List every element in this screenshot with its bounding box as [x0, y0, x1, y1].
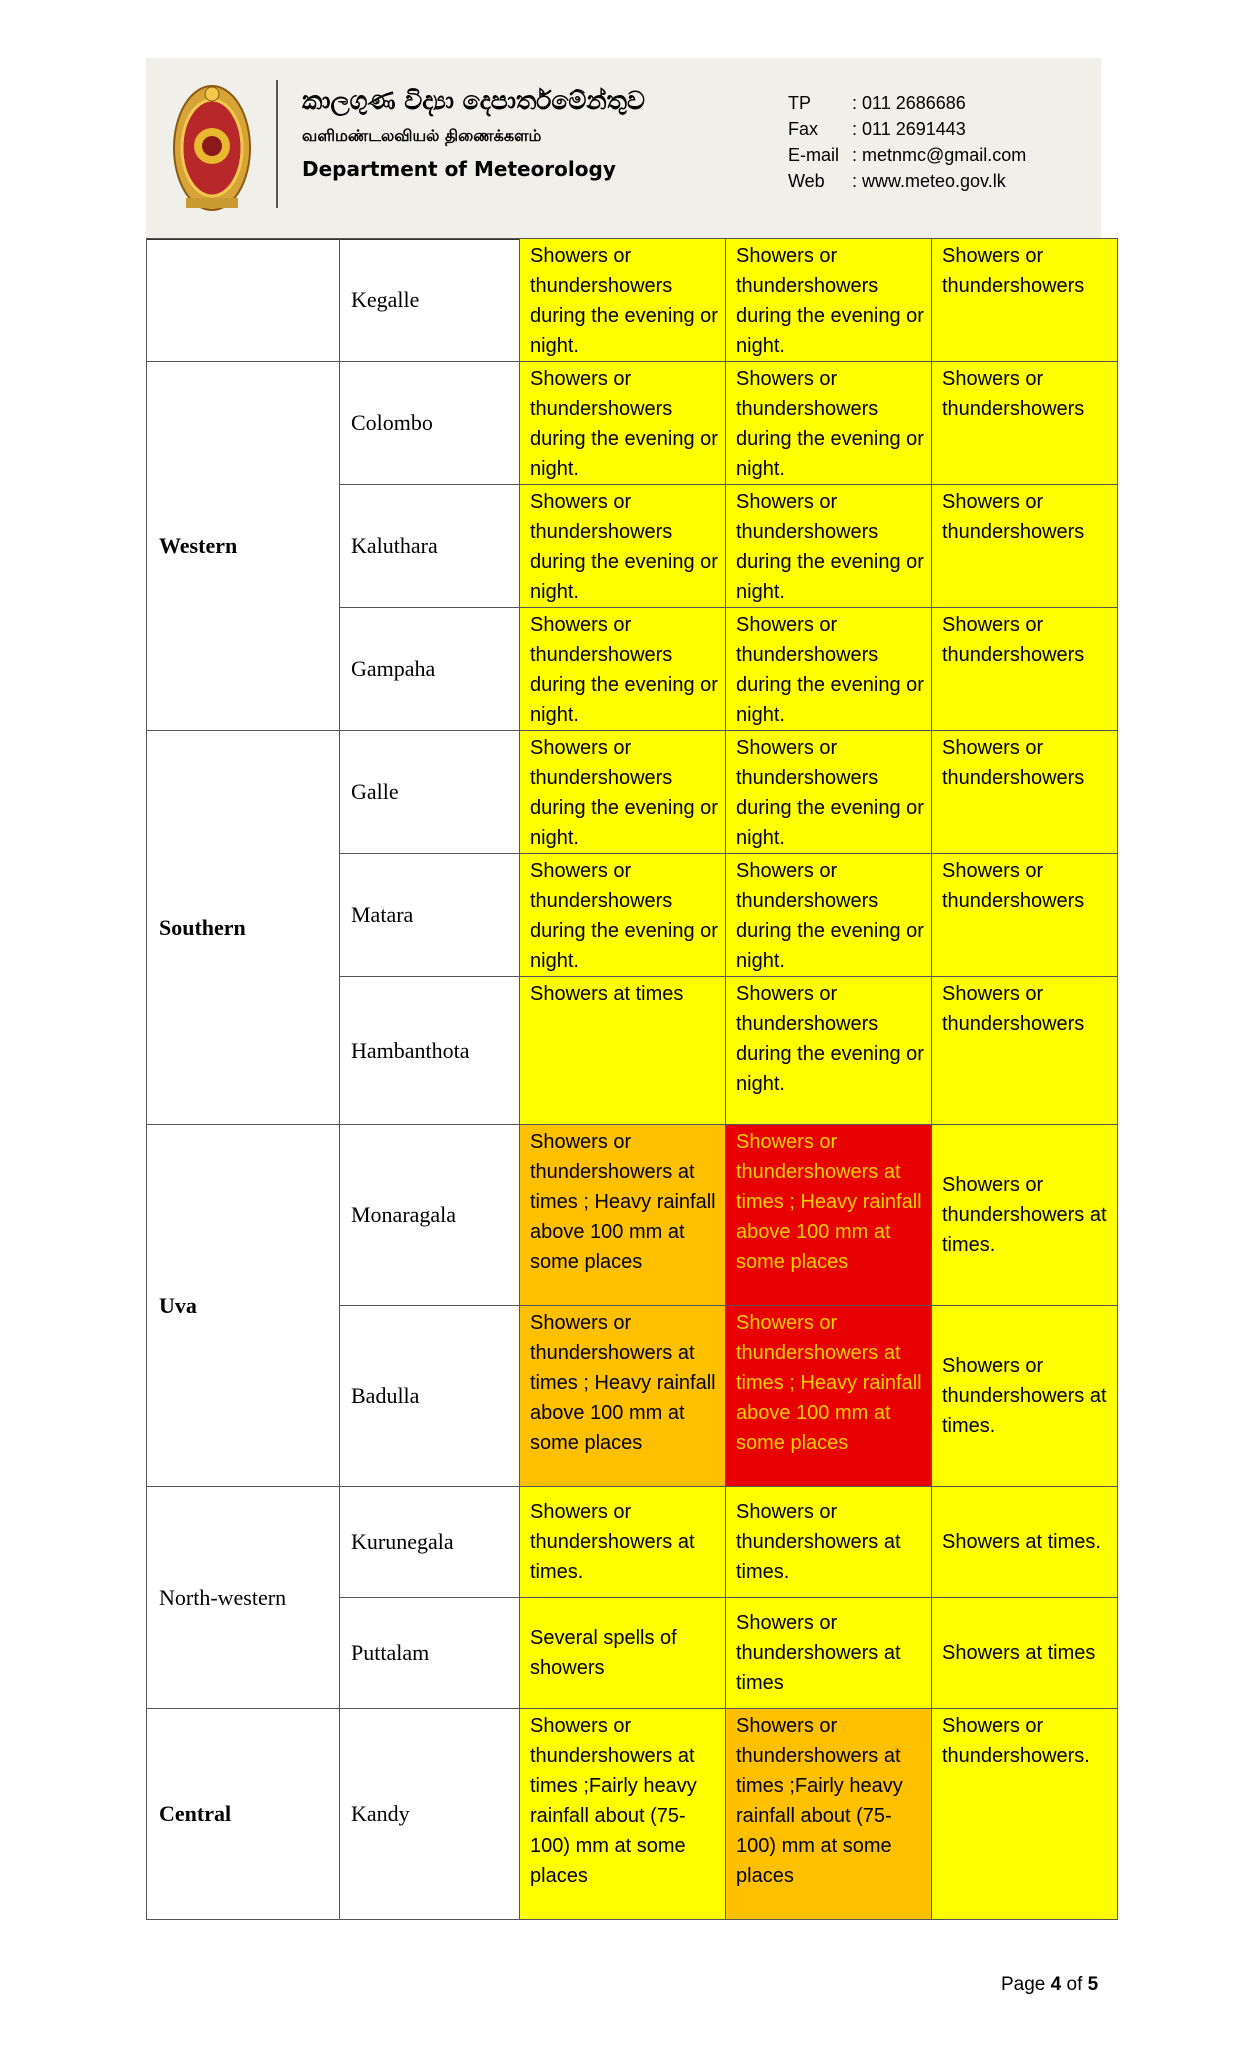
forecast-cell: Showers or thundershowers — [932, 485, 1118, 608]
district-cell: Puttalam — [340, 1598, 520, 1709]
forecast-cell: Showers or thundershowers during the evening or night. — [726, 731, 932, 854]
forecast-cell: Showers or thundershowers during the evening or night. — [726, 362, 932, 485]
forecast-cell: Showers or thundershowers during the evening or night. — [520, 362, 726, 485]
page-current: 4 — [1050, 1974, 1062, 1995]
contact-label: TP — [788, 93, 812, 113]
forecast-cell: Showers at times — [932, 1598, 1118, 1709]
contact-value: : metnmc@gmail.com — [852, 145, 1027, 165]
table-row — [147, 1125, 1118, 1306]
forecast-cell: Showers or thundershowers during the evening or night. — [520, 485, 726, 608]
forecast-cell: Showers or thundershowers at times. — [726, 1487, 932, 1598]
forecast-cell: Showers or thundershowers — [932, 731, 1118, 854]
district-cell: Galle — [340, 731, 520, 854]
district-cell: Badulla — [340, 1306, 520, 1487]
header-divider — [276, 80, 278, 208]
forecast-cell: Showers or thundershowers at times ;Fairly heavy rainfall about (75- 100) mm at some places — [520, 1709, 726, 1920]
title-tamil: வளிமண்டலவியல் திணைக்களம் — [302, 126, 542, 145]
forecast-cell: Showers or thundershowers during the evening or night. — [520, 608, 726, 731]
title-english: Department of Meteorology — [302, 157, 616, 181]
forecast-cell: Showers or thundershowers at times ;Fairly heavy rainfall about (75- 100) mm at some places — [726, 1709, 932, 1920]
province-cell: Uva — [147, 1125, 340, 1487]
forecast-cell: Showers or thundershowers during the evening or night. — [520, 239, 726, 362]
forecast-cell: Showers or thundershowers at times — [726, 1598, 932, 1709]
district-cell: Colombo — [340, 362, 520, 485]
table-row — [147, 239, 1118, 362]
page-word: Page — [1001, 1974, 1046, 1995]
forecast-cell: Showers or thundershowers — [932, 977, 1118, 1125]
district-cell: Hambanthota — [340, 977, 520, 1125]
forecast-table — [146, 238, 1118, 1920]
page-number — [1001, 1974, 1098, 1996]
province-cell: Central — [147, 1709, 340, 1920]
forecast-cell: Showers or thundershowers during the evening or night. — [726, 977, 932, 1125]
forecast-cell: Showers or thundershowers at times ; Heavy rainfall above 100 mm at some places — [520, 1125, 726, 1306]
forecast-cell: Showers or thundershowers during the evening or night. — [726, 485, 932, 608]
district-cell: Kegalle — [340, 239, 520, 362]
district-cell: Kurunegala — [340, 1487, 520, 1598]
forecast-cell: Showers or thundershowers during the evening or night. — [726, 854, 932, 977]
contact-label: Web — [788, 171, 825, 191]
forecast-cell: Showers or thundershowers at times. — [932, 1306, 1118, 1487]
forecast-cell: Showers or thundershowers during the evening or night. — [520, 854, 726, 977]
table-row — [147, 1709, 1118, 1920]
district-cell: Monaragala — [340, 1125, 520, 1306]
forecast-cell: Showers or thundershowers — [932, 608, 1118, 731]
forecast-cell: Showers at times — [520, 977, 726, 1125]
contact-value: : www.meteo.gov.lk — [852, 171, 1006, 191]
letterhead — [146, 58, 1101, 240]
forecast-cell: Showers or thundershowers during the evening or night. — [726, 239, 932, 362]
district-cell: Gampaha — [340, 608, 520, 731]
province-cell: Western — [147, 362, 340, 731]
contact-label: E-mail — [788, 145, 840, 165]
forecast-cell: Showers or thundershowers — [932, 854, 1118, 977]
forecast-cell: Showers or thundershowers — [932, 239, 1118, 362]
forecast-cell: Showers or thundershowers during the evening or night. — [520, 731, 726, 854]
forecast-cell: Showers or thundershowers at times ; Heavy rainfall above 100 mm at some places — [520, 1306, 726, 1487]
page-total: 5 — [1087, 1974, 1099, 1995]
province-cell: North-western — [147, 1487, 340, 1709]
district-cell: Kaluthara — [340, 485, 520, 608]
forecast-cell: Showers or thundershowers at times. — [520, 1487, 726, 1598]
district-cell: Matara — [340, 854, 520, 977]
forecast-cell: Showers or thundershowers at times ; Heavy rainfall above 100 mm at some places — [726, 1306, 932, 1487]
forecast-cell: Showers or thundershowers at times ; Heavy rainfall above 100 mm at some places — [726, 1125, 932, 1306]
contact-value: : 011 2686686 — [852, 93, 966, 113]
table-row — [147, 362, 1118, 485]
contact-details — [788, 90, 1026, 194]
forecast-cell: Showers at times. — [932, 1487, 1118, 1598]
province-cell: Southern — [147, 731, 340, 1125]
forecast-cell: Showers or thundershowers. — [932, 1709, 1118, 1920]
table-row — [147, 1487, 1118, 1598]
title-sinhala: කාලගුණ විද්‍යා දෙපාර්තමේන්තුව — [302, 86, 645, 115]
forecast-cell: Showers or thundershowers during the evening or night. — [726, 608, 932, 731]
forecast-cell: Showers or thundershowers — [932, 362, 1118, 485]
department-name — [302, 82, 645, 186]
forecast-cell: Showers or thundershowers at times. — [932, 1125, 1118, 1306]
of-word: of — [1066, 1974, 1083, 1995]
table-row — [147, 731, 1118, 854]
province-cell — [147, 239, 340, 362]
contact-label: Fax — [788, 119, 819, 139]
sri-lanka-emblem-icon — [172, 80, 252, 216]
forecast-cell: Several spells of showers — [520, 1598, 726, 1709]
district-cell: Kandy — [340, 1709, 520, 1920]
contact-value: : 011 2691443 — [852, 119, 966, 139]
